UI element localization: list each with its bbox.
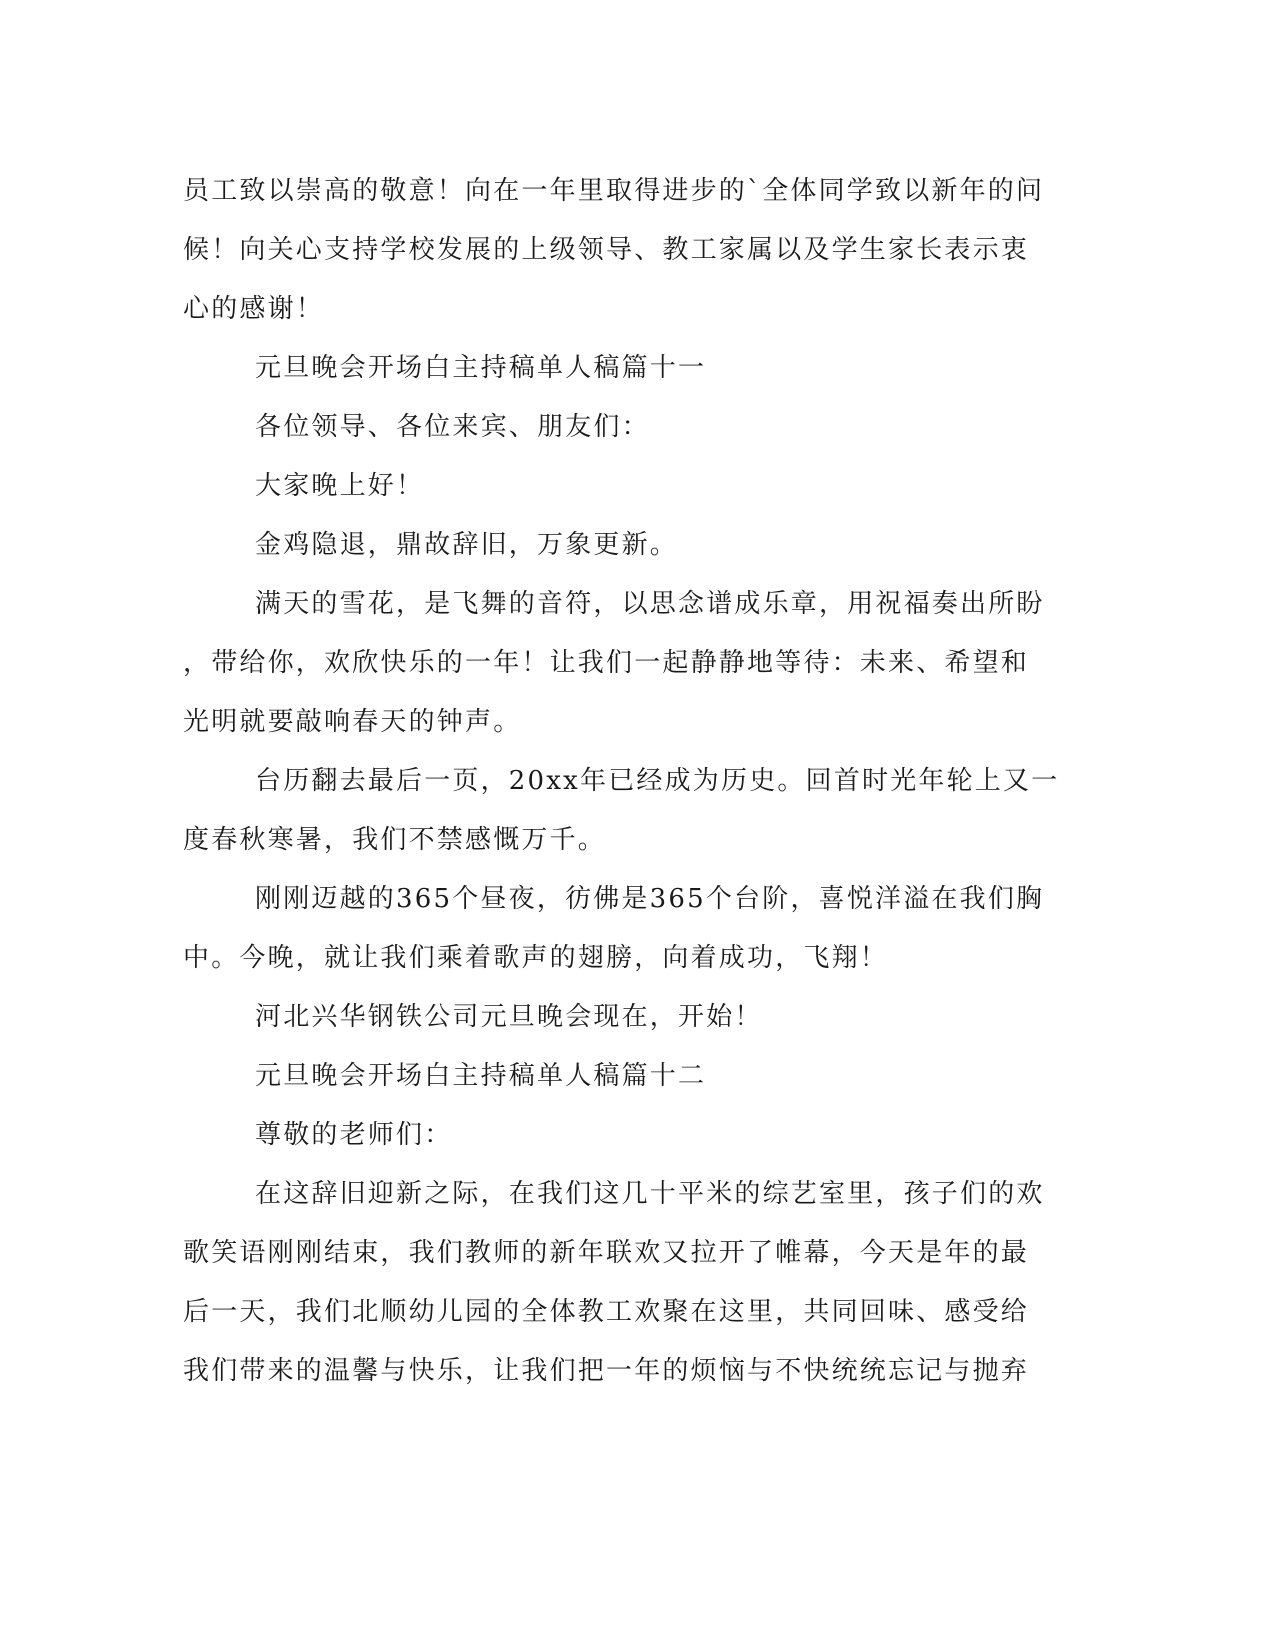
text-line: 各位领导、各位来宾、朋友们： [255,412,650,442]
text-line: 中。今晚，就让我们乘着歌声的翅膀，向着成功，飞翔！ [183,943,889,973]
text-line: 台历翻去最后一页，20xx年已经成为历史。回首时光年轮上又一 [255,766,1060,796]
text-line: 尊敬的老师们： [255,1120,453,1150]
text-line: 刚刚迈越的365个昼夜，彷佛是365个台阶，喜悦洋溢在我们胸 [255,884,1045,914]
text-line: 我们带来的温馨与快乐，让我们把一年的烦恼与不快统统忘记与抛弃 [183,1356,1030,1386]
text-line: 满天的雪花，是飞舞的音符，以思念谱成乐章，用祝福奏出所盼 [255,589,1045,619]
text-line: 元旦晚会开场白主持稿单人稿篇十二 [255,1061,707,1091]
text-line: 大家晚上好！ [255,471,425,501]
document-body [183,162,1060,1401]
text-line: 河北兴华钢铁公司元旦晚会现在，开始！ [255,1002,763,1032]
text-line: 歌笑语刚刚结束，我们教师的新年联欢又拉开了帷幕，今天是年的最 [183,1238,1030,1268]
text-line: 候！向关心支持学校发展的上级领导、教工家属以及学生家长表示衷 [183,235,1030,265]
text-line: 光明就要敲响春天的钟声。 [183,707,522,737]
text-line: 后一天，我们北顺幼儿园的全体教工欢聚在这里，共同回味、感受给 [183,1297,1030,1327]
text-line: 元旦晚会开场白主持稿单人稿篇十一 [255,353,707,383]
text-line: ，带给你，欢欣快乐的一年！让我们一起静静地等待：未来、希望和 [183,648,1030,678]
text-line: 心的感谢！ [183,294,325,324]
text-line: 在这辞旧迎新之际，在我们这几十平米的综艺室里，孩子们的欢 [255,1179,1045,1209]
text-line: 金鸡隐退，鼎故辞旧，万象更新。 [255,530,679,560]
text-line: 度春秋寒暑，我们不禁感慨万千。 [183,825,607,855]
text-line: 员工致以崇高的敬意！向在一年里取得进步的`全体同学致以新年的问 [183,176,1045,206]
